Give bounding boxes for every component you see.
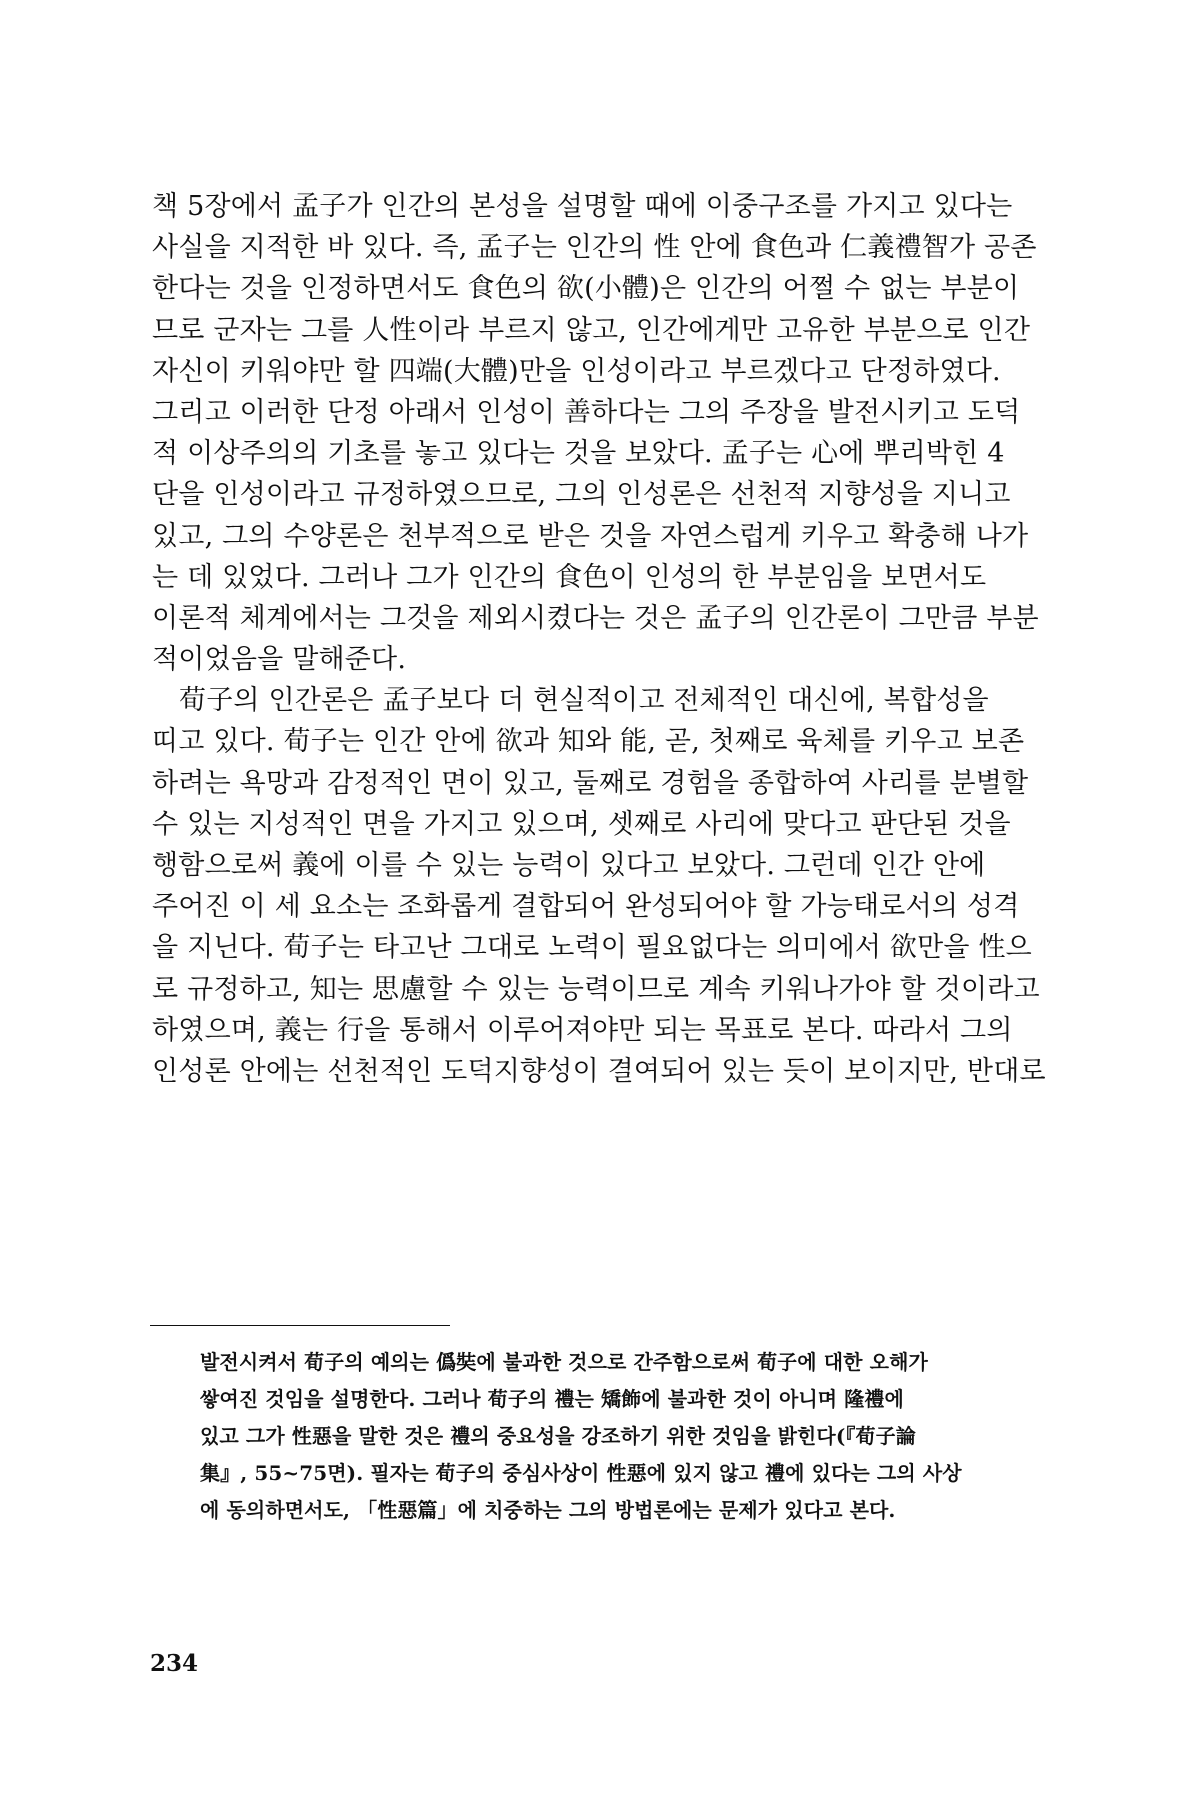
text-line: 므로 군자는 그를 人性이라 부르지 않고, 인간에게만 고유한 부분으로 인간	[152, 314, 1031, 346]
text-line: 荀子의 인간론은 孟子보다 더 현실적이고 전체적인 대신에, 복합성을	[179, 685, 989, 717]
text-line: 그리고 이러한 단정 아래서 인성이 善하다는 그의 주장을 발전시키고 도덕	[152, 396, 1021, 428]
footnote-line: 集』, 55~75면). 필자는 荀子의 중심사상이 性惡에 있지 않고 禮에 있다는 그의 사상	[200, 1461, 962, 1485]
text-line: 행함으로써 義에 이를 수 있는 능력이 있다고 보았다. 그런데 인간 안에	[152, 850, 986, 881]
text-line: 하였으며, 義는 行을 통해서 이루어져야만 되는 목표로 본다. 따라서 그의	[152, 1014, 1013, 1046]
footnote-line: 에 동의하면서도, 「性惡篇」에 치중하는 그의 방법론에는 문제가 있다고 본다.	[200, 1498, 896, 1522]
text-line: 단을 인성이라고 규정하였으므로, 그의 인성론은 선천적 지향성을 지니고	[152, 479, 1011, 511]
text-line: 이론적 체계에서는 그것을 제외시켰다는 것은 孟子의 인간론이 그만큼 부분	[152, 602, 1039, 634]
paragraph-1	[152, 186, 1052, 680]
text-line: 수 있는 지성적인 면을 가지고 있으며, 셋째로 사리에 맞다고 판단된 것을	[152, 808, 1011, 840]
text-line: 책 5장에서 孟子가 인간의 본성을 설명할 때에 이중구조를 가지고 있다는	[152, 191, 1013, 222]
text-line: 하려는 욕망과 감정적인 면이 있고, 둘째로 경험을 종합하여 사리를 분별할	[152, 767, 1029, 799]
text-line: 는 데 있었다. 그러나 그가 인간의 食色이 인성의 한 부분임을 보면서도	[152, 561, 987, 593]
text-line: 있고, 그의 수양론은 천부적으로 받은 것을 자연스럽게 키우고 확충해 나가	[152, 520, 1029, 552]
text-line: 로 규정하고, 知는 思慮할 수 있는 능력이므로 계속 키워나가야 할 것이라고	[152, 973, 1040, 1005]
page-number: 234	[150, 1650, 199, 1677]
text-line: 자신이 키워야만 할 四端(大體)만을 인성이라고 부르겠다고 단정하였다.	[152, 355, 1001, 387]
footnote-line: 있고 그가 性惡을 말한 것은 禮의 중요성을 강조하기 위한 것임을 밝힌다(『荀子論	[200, 1424, 916, 1448]
footnote-line: 발전시켜서 荀子의 예의는 僞奘에 불과한 것으로 간주함으로써 荀子에 대한 오해가	[200, 1350, 928, 1374]
text-line: 인성론 안에는 선천적인 도덕지향성이 결여되어 있는 듯이 보이지만, 반대로	[152, 1055, 1046, 1087]
text-line: 주어진 이 세 요소는 조화롭게 결합되어 완성되어야 할 가능태로서의 성격	[152, 891, 1020, 923]
text-line: 적 이상주의의 기초를 놓고 있다는 것을 보았다. 孟子는 心에 뿌리박힌 4	[152, 438, 1005, 470]
footnote-line: 쌓여진 것임을 설명한다. 그러나 荀子의 禮는 矯飾에 불과한 것이 아니며 隆禮에	[200, 1387, 904, 1411]
text-line: 띠고 있다. 荀子는 인간 안에 欲과 知와 能, 곧, 첫째로 육체를 키우고 보존	[152, 726, 1025, 758]
footnote-divider	[150, 1325, 450, 1326]
footnote	[200, 1344, 1060, 1529]
paragraph-2	[152, 680, 1052, 1092]
body-text	[152, 186, 1052, 1092]
text-line: 한다는 것을 인정하면서도 食色의 欲(小體)은 인간의 어쩔 수 없는 부분이	[152, 273, 1020, 305]
text-line: 을 지닌다. 荀子는 타고난 그대로 노력이 필요없다는 의미에서 欲만을 性으	[152, 932, 1032, 964]
text-line: 사실을 지적한 바 있다. 즉, 孟子는 인간의 性 안에 食色과 仁義禮智가 공존	[152, 232, 1037, 264]
text-line: 적이었음을 말해준다.	[152, 644, 407, 676]
